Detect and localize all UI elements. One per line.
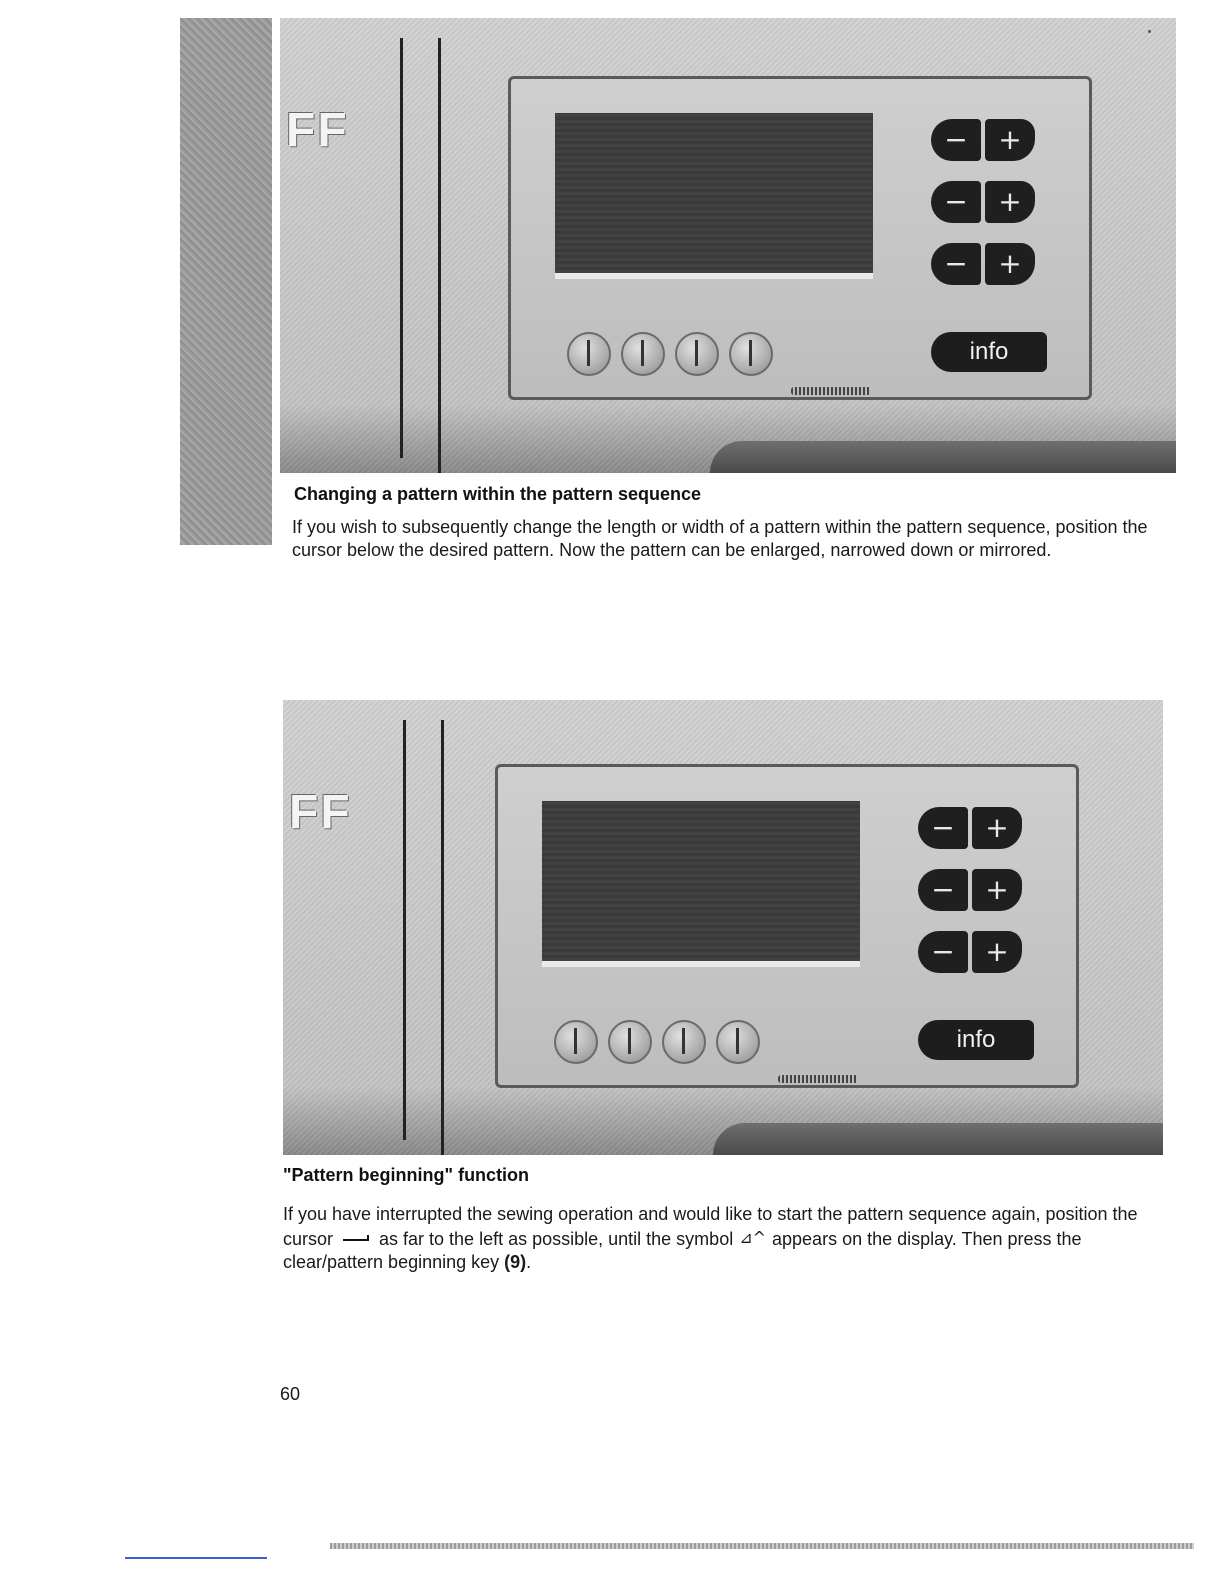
- paragraph-text: as far to the left as possible, until the symbol: [379, 1229, 734, 1249]
- function-key-icon: [608, 1020, 652, 1064]
- function-key-icon: [675, 332, 719, 376]
- function-key-icon: [662, 1020, 706, 1064]
- page-number: 60: [280, 1384, 301, 1404]
- machine-panel-photo-bottom: [283, 700, 1163, 1155]
- plus-key: +: [985, 119, 1035, 161]
- paragraph-text: If you have interrupted the sewing operation and would like to start the pattern sequence again, position the cursor: [283, 1204, 1138, 1249]
- control-panel: [508, 76, 1092, 400]
- section-paragraph: [283, 1203, 1163, 1274]
- plus-key: +: [972, 807, 1022, 849]
- section-heading: "Pattern beginning" function: [283, 1165, 530, 1185]
- brand-lettering: FF: [286, 104, 349, 157]
- info-key: info: [918, 1020, 1034, 1060]
- paragraph-text: .: [526, 1252, 532, 1272]
- lcd-display: [555, 113, 873, 279]
- machine-panel-photo-top: [280, 18, 1176, 473]
- footer-rule: [330, 1543, 1194, 1549]
- adjust-key-pair: [931, 181, 1037, 223]
- key-reference: (9): [504, 1252, 527, 1272]
- minus-key: −: [931, 243, 981, 285]
- cursor-icon: [343, 1239, 369, 1241]
- paragraph-text: appears on the display. Then press the clear/pattern beginning key: [283, 1229, 1082, 1272]
- pattern-beginning-symbol-icon: ⊿^: [739, 1228, 767, 1247]
- adjust-key-pair: [931, 243, 1037, 285]
- adjust-key-pair: [918, 931, 1024, 973]
- minus-key: −: [931, 119, 981, 161]
- control-panel: [495, 764, 1079, 1088]
- minus-key: −: [918, 931, 968, 973]
- function-key-icon: [567, 332, 611, 376]
- adjust-key-pair: [931, 119, 1037, 161]
- adjust-key-pair: [918, 807, 1024, 849]
- section-paragraph: If you wish to subsequently change the length or width of a pattern within the pattern sequence, position the cursor below the desired pattern. Now the pattern can be enlarged, narrowed down or mirrored.: [292, 517, 1148, 560]
- function-key-icon: [554, 1020, 598, 1064]
- info-key: info: [931, 332, 1047, 372]
- minus-key: −: [918, 869, 968, 911]
- plus-key: +: [985, 181, 1035, 223]
- lcd-display: [542, 801, 860, 967]
- function-key-icon: [729, 332, 773, 376]
- minus-key: −: [931, 181, 981, 223]
- brand-lettering: FF: [289, 786, 352, 839]
- section-heading: Changing a pattern within the pattern sequence: [294, 484, 702, 504]
- function-key-icon: [621, 332, 665, 376]
- slider-control: [778, 1075, 858, 1083]
- slider-control: [791, 387, 871, 395]
- side-tab-marker: [180, 18, 272, 545]
- footer-link-line: [125, 1557, 267, 1559]
- plus-key: +: [985, 243, 1035, 285]
- function-key-icon: [716, 1020, 760, 1064]
- plus-key: +: [972, 931, 1022, 973]
- adjust-key-pair: [918, 869, 1024, 911]
- minus-key: −: [918, 807, 968, 849]
- plus-key: +: [972, 869, 1022, 911]
